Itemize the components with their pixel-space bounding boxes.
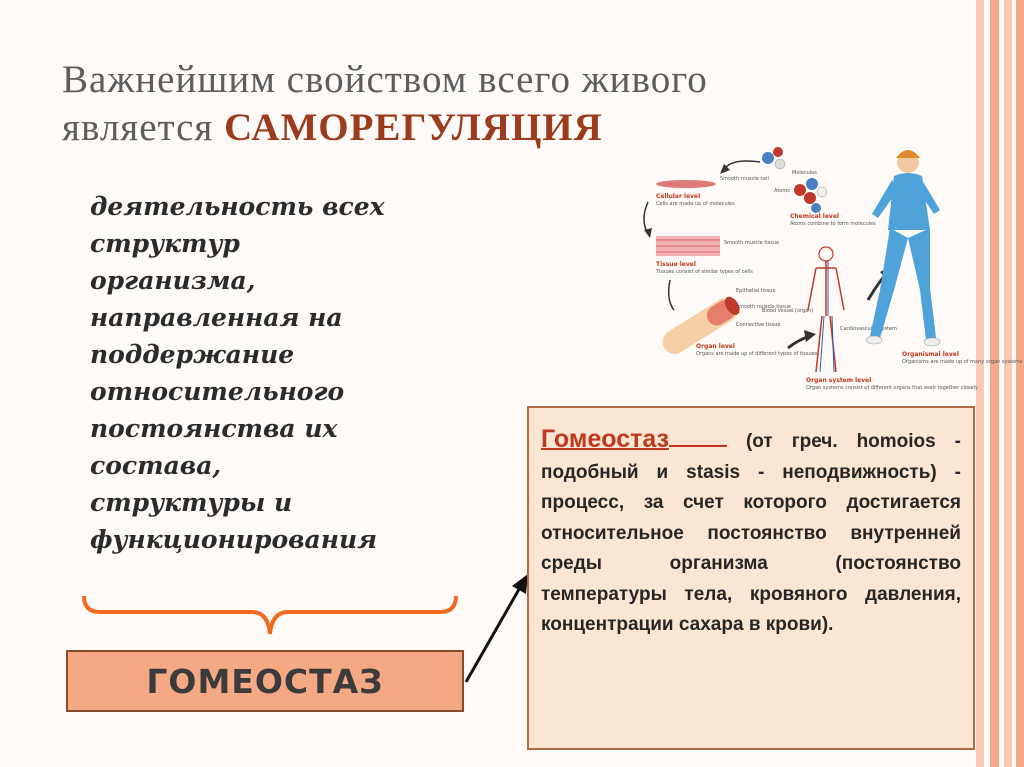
label-blood-vessel: Blood vessel (organ) (762, 308, 814, 314)
underline-gap (669, 444, 727, 447)
label-organ-level: Organ level (696, 343, 735, 350)
label-system-sub: Organ systems consist of different organs that work together closely (806, 385, 978, 391)
definition-line: состава, (90, 451, 222, 480)
curly-brace-icon (80, 592, 460, 642)
label-atoms: Atoms (774, 188, 790, 194)
title-emphasis: САМОРЕГУЛЯЦИЯ (224, 106, 603, 149)
label-cardio: Cardiovascular system (840, 326, 897, 332)
definition-line: постоянства их (90, 414, 338, 443)
definition-line: организма, (90, 266, 256, 295)
label-smooth-cell: Smooth muscle cell (720, 176, 769, 182)
definition-line: направленная на (90, 303, 343, 332)
label-cellular-sub: Cells are made up of molecules (656, 201, 735, 207)
edge-stripes (976, 0, 1024, 767)
homeostasis-label-box (66, 650, 464, 712)
homeostasis-label: ГОМЕОСТАЗ (146, 661, 384, 701)
homeostasis-term: Гомеостаз (541, 425, 669, 453)
definition-line: относительного (90, 377, 345, 406)
definition-text (90, 188, 470, 558)
label-smooth-muscle: Smooth muscle tissue (736, 304, 792, 310)
definition-line: структуры и (90, 488, 293, 517)
molecule-icon (762, 147, 827, 213)
label-tissue-sub: Tissues consist of similar types of cells (656, 269, 753, 275)
organization-levels-illustration (640, 140, 1023, 400)
homeostasis-definition-box (527, 406, 975, 750)
label-molecules: Molecules (792, 170, 817, 176)
title-line1: Важнейшим свойством всего живого (62, 58, 708, 101)
label-organismal-level: Organismal level (902, 351, 959, 358)
definition-line: поддержание (90, 340, 295, 369)
label-chemical-level: Chemical level (790, 213, 839, 220)
definition-line: структур (90, 229, 240, 258)
slide-title (62, 56, 962, 152)
label-smooth-tissue: Smooth muscle tissue (724, 240, 780, 246)
label-organismal-sub: Organisms are made up of many organ systems (902, 359, 1023, 365)
label-system-level: Organ system level (806, 377, 872, 384)
homeostasis-definition (541, 424, 961, 641)
definition-line: деятельность всех (90, 192, 385, 221)
definition-line: функционирования (90, 525, 378, 554)
label-organ-sub: Organs are made up of different types of tissues (696, 351, 818, 357)
label-cellular-level: Cellular level (656, 193, 701, 200)
label-tissue-level: Tissue level (656, 261, 696, 268)
jogger-figure-icon (866, 150, 940, 346)
label-epithelial: Epithelial tissue (736, 288, 776, 294)
label-connective: Connective tissue (736, 322, 781, 328)
title-line2-prefix: является (62, 106, 214, 149)
label-chemical-sub: Atoms combine to form molecules (790, 221, 876, 227)
homeostasis-explanation: (от греч. homoios - подобный и stasis - неподвижность) - процесс, за счет которого достигается относительное постоянство внутренней среды организма (постоянство температуры тела, кровяного давления, концентрации сахара в крови). (541, 431, 962, 635)
